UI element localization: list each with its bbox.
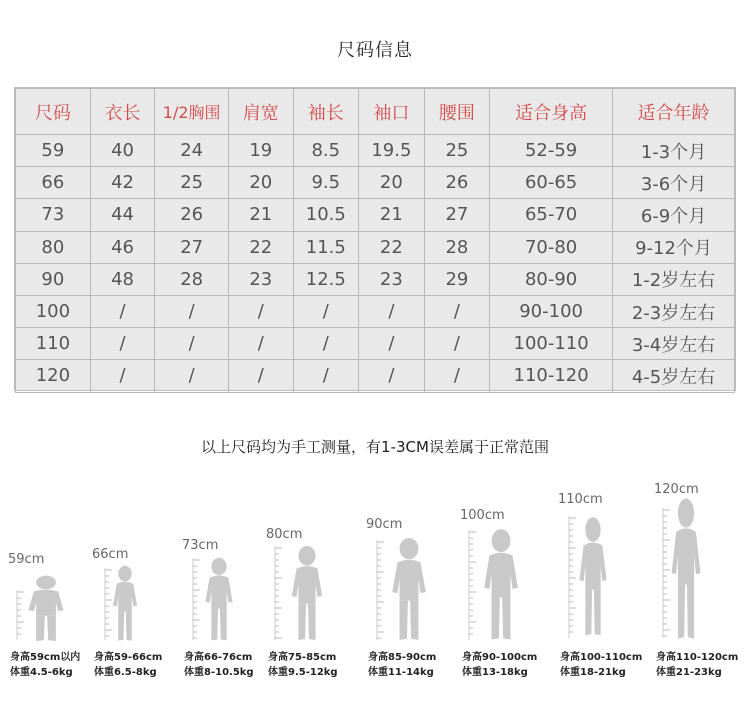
- table-cell: 70-80: [490, 231, 613, 263]
- figure-height-label: 120cm: [654, 482, 699, 497]
- table-cell: 24: [155, 135, 229, 167]
- table-cell: /: [90, 295, 155, 327]
- table-cell: 29: [424, 263, 490, 295]
- table-cell: 11.5: [293, 231, 359, 263]
- table-cell: /: [359, 295, 425, 327]
- table-cell: /: [229, 295, 294, 327]
- table-cell: 10.5: [293, 199, 359, 231]
- table-cell: /: [155, 360, 229, 392]
- child-silhouette-icon: [576, 516, 610, 639]
- table-cell: 120: [16, 360, 91, 392]
- table-cell: /: [90, 360, 155, 392]
- ruler-icon: [468, 530, 478, 640]
- table-cell: 100: [16, 295, 91, 327]
- table-cell: /: [229, 328, 294, 360]
- header-half-chest: 1/2胸围: [155, 89, 229, 135]
- table-cell: 90-100: [490, 295, 613, 327]
- figure-weight-range: 体重8-10.5kg: [184, 667, 254, 678]
- figure-height-range: 身高90-100cm: [462, 652, 538, 663]
- table-cell: /: [293, 360, 359, 392]
- table-cell: 65-70: [490, 199, 613, 231]
- child-silhouette-icon: [480, 528, 522, 643]
- table-cell: 28: [155, 263, 229, 295]
- table-cell: 27: [155, 231, 229, 263]
- header-shoulder: 肩宽: [229, 89, 294, 135]
- table-cell: /: [293, 295, 359, 327]
- table-cell: 20: [229, 167, 294, 199]
- header-height: 适合身高: [490, 89, 613, 135]
- table-cell: /: [155, 295, 229, 327]
- table-cell: 8.5: [293, 135, 359, 167]
- figure-height-label: 90cm: [366, 517, 403, 532]
- table-cell: 25: [424, 135, 490, 167]
- child-silhouette-icon: [288, 545, 326, 643]
- table-row: [16, 295, 735, 327]
- table-cell: 4-5岁左右: [613, 360, 735, 392]
- figure-height-label: 100cm: [460, 508, 505, 523]
- figure-height-range: 身高85-90cm: [368, 652, 437, 663]
- ruler-icon: [274, 546, 284, 640]
- header-size: 尺码: [16, 89, 91, 135]
- table-cell: 44: [90, 199, 155, 231]
- figure-height-label: 80cm: [266, 527, 303, 542]
- ruler-icon: [376, 540, 386, 640]
- measurement-note: 以上尺码均为手工测量，有1-3CM误差属于正常范围: [201, 438, 549, 456]
- table-row: [16, 135, 735, 167]
- figure-height-range: 身高59-66cm: [94, 652, 163, 663]
- table-cell: 28: [424, 231, 490, 263]
- table-cell: 110: [16, 328, 91, 360]
- figure-weight-range: 体重21-23kg: [656, 667, 722, 678]
- table-cell: 23: [229, 263, 294, 295]
- table-cell: 27: [424, 199, 490, 231]
- figure-info: [94, 650, 162, 680]
- figure-info: [462, 650, 537, 680]
- table-cell: 22: [229, 231, 294, 263]
- table-cell: 12.5: [293, 263, 359, 295]
- table-cell: /: [359, 360, 425, 392]
- figure-height-range: 身高59cm以内: [10, 652, 81, 663]
- table-cell: 42: [90, 167, 155, 199]
- table-cell: /: [229, 360, 294, 392]
- table-row: [16, 231, 735, 263]
- figure-weight-range: 体重9.5-12kg: [268, 667, 338, 678]
- table-cell: 25: [155, 167, 229, 199]
- table-cell: 59: [16, 135, 91, 167]
- table-row: [16, 263, 735, 295]
- table-cell: 6-9个月: [613, 199, 735, 231]
- table-cell: 19.5: [359, 135, 425, 167]
- table-cell: 60-65: [490, 167, 613, 199]
- table-cell: 100-110: [490, 328, 613, 360]
- table-cell: 3-6个月: [613, 167, 735, 199]
- figure-weight-range: 体重18-21kg: [560, 667, 626, 678]
- table-cell: /: [424, 360, 490, 392]
- table-cell: 1-3个月: [613, 135, 735, 167]
- table-cell: 26: [424, 167, 490, 199]
- table-cell: /: [293, 328, 359, 360]
- table-cell: 9.5: [293, 167, 359, 199]
- header-length: 衣长: [90, 89, 155, 135]
- table-cell: 22: [359, 231, 425, 263]
- table-cell: 1-2岁左右: [613, 263, 735, 295]
- page-title: 尺码信息: [337, 40, 413, 61]
- figure-weight-range: 体重11-14kg: [368, 667, 434, 678]
- child-silhouette-icon: [202, 557, 236, 643]
- figure-height-range: 身高75-85cm: [268, 652, 337, 663]
- header-age: 适合年龄: [613, 89, 735, 135]
- figure-height-range: 身高100-110cm: [560, 652, 643, 663]
- header-waist: 腰围: [424, 89, 490, 135]
- child-silhouette-icon: [110, 565, 140, 643]
- figure-info: [268, 650, 338, 680]
- figure-height-label: 66cm: [92, 547, 129, 562]
- table-cell: 110-120: [490, 360, 613, 392]
- figure-height-range: 身高110-120cm: [656, 652, 739, 663]
- table-row: [16, 328, 735, 360]
- table-cell: /: [424, 295, 490, 327]
- table-row: [16, 360, 735, 392]
- figure-info: [368, 650, 436, 680]
- child-silhouette-icon: [388, 537, 430, 643]
- table-cell: 21: [359, 199, 425, 231]
- table-header-row: [16, 89, 735, 135]
- table-cell: 46: [90, 231, 155, 263]
- table-cell: 23: [359, 263, 425, 295]
- header-sleeve: 袖长: [293, 89, 359, 135]
- table-cell: 19: [229, 135, 294, 167]
- table-cell: 21: [229, 199, 294, 231]
- header-cuff: 袖口: [359, 89, 425, 135]
- figure-info: [656, 650, 738, 680]
- table-cell: 48: [90, 263, 155, 295]
- table-cell: 52-59: [490, 135, 613, 167]
- figure-height-label: 110cm: [558, 492, 603, 507]
- figure-info: [10, 650, 80, 680]
- figure-weight-range: 体重13-18kg: [462, 667, 528, 678]
- table-cell: /: [424, 328, 490, 360]
- table-cell: 73: [16, 199, 91, 231]
- table-row: [16, 167, 735, 199]
- table-cell: 26: [155, 199, 229, 231]
- table-cell: /: [90, 328, 155, 360]
- table-cell: 9-12个月: [613, 231, 735, 263]
- figure-weight-range: 体重6.5-8kg: [94, 667, 157, 678]
- table-cell: 3-4岁左右: [613, 328, 735, 360]
- figure-height-range: 身高66-76cm: [184, 652, 253, 663]
- table-cell: /: [155, 328, 229, 360]
- child-silhouette-icon: [668, 497, 704, 643]
- size-table: [14, 87, 736, 391]
- table-cell: 66: [16, 167, 91, 199]
- figure-height-label: 59cm: [8, 552, 45, 567]
- table-cell: 80-90: [490, 263, 613, 295]
- figure-info: [560, 650, 642, 680]
- figure-weight-range: 体重4.5-6kg: [10, 667, 73, 678]
- figure-height-label: 73cm: [182, 538, 219, 553]
- table-cell: /: [359, 328, 425, 360]
- table-cell: 20: [359, 167, 425, 199]
- child-silhouette-icon: [24, 575, 68, 643]
- table-row: [16, 199, 735, 231]
- table-cell: 2-3岁左右: [613, 295, 735, 327]
- table-cell: 90: [16, 263, 91, 295]
- table-cell: 40: [90, 135, 155, 167]
- table-cell: 80: [16, 231, 91, 263]
- ruler-icon: [192, 558, 202, 640]
- figure-info: [184, 650, 254, 680]
